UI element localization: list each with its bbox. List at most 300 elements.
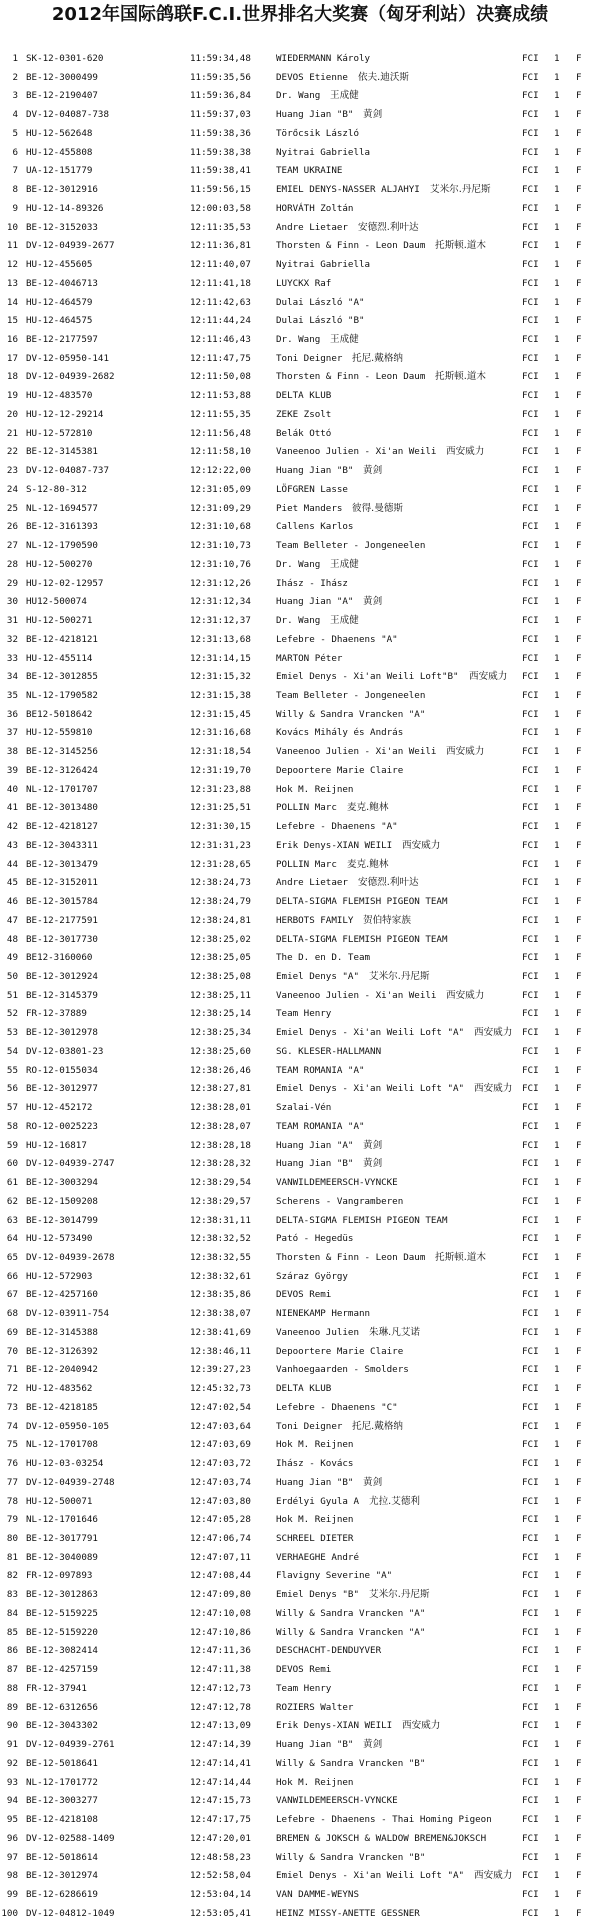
category-cell: FCI — [522, 1533, 539, 1545]
result-row — [0, 706, 600, 725]
points-cell: 1 — [554, 1570, 560, 1582]
category-cell: FCI — [522, 71, 539, 83]
ring-number-cell: BE-12-3043311 — [26, 839, 98, 851]
points-cell: 1 — [554, 1439, 560, 1451]
category-cell: FCI — [522, 1308, 539, 1320]
fancier-name-cell: Emiel Denys "B" — [276, 1589, 359, 1601]
flag-cell: F — [576, 1607, 582, 1619]
rank-cell: 32 — [6, 633, 18, 645]
rank-cell: 94 — [6, 1795, 18, 1807]
points-cell: 1 — [554, 465, 560, 477]
points-cell: 1 — [554, 165, 560, 177]
chinese-name-cell: 黄剑 — [363, 1476, 383, 1488]
category-cell: FCI — [522, 839, 539, 851]
rank-cell: 78 — [6, 1495, 18, 1507]
rank-cell: 93 — [6, 1776, 18, 1788]
chinese-name-cell: 艾米尔.丹尼斯 — [369, 1589, 430, 1601]
flag-cell: F — [576, 746, 582, 758]
ring-number-cell: BE-12-4218108 — [26, 1814, 98, 1826]
category-cell: FCI — [522, 558, 539, 570]
flag-cell: F — [576, 577, 582, 589]
rank-cell: 47 — [6, 914, 18, 926]
result-row — [0, 1062, 600, 1081]
fancier-name-cell: Emiel Denys "A" — [276, 970, 359, 982]
points-cell: 1 — [554, 1120, 560, 1132]
points-cell: 1 — [554, 596, 560, 608]
flag-cell: F — [576, 821, 582, 833]
rank-cell: 10 — [6, 221, 18, 233]
fancier-name-cell: Emiel Denys - Xi'an Weili Loft "A" — [276, 1083, 465, 1095]
chinese-name-cell: 艾米尔.丹尼斯 — [430, 184, 491, 196]
ring-number-cell: NL-12-1790582 — [26, 689, 98, 701]
arrival-time-cell: 12:38:26,46 — [190, 1064, 251, 1076]
rank-cell: 82 — [6, 1570, 18, 1582]
fancier-name-cell: Erdélyi Gyula A — [276, 1495, 359, 1507]
result-row — [0, 856, 600, 875]
category-cell: FCI — [522, 746, 539, 758]
chinese-name-cell: 依夫.迪沃斯 — [358, 71, 410, 83]
fancier-name-cell: DESCHACHT-DENDUYVER — [276, 1645, 382, 1657]
result-row — [0, 219, 600, 238]
fancier-name-cell: Huang Jian "B" — [276, 1476, 354, 1488]
result-row — [0, 1024, 600, 1043]
fancier-name-cell: Team Henry — [276, 1008, 332, 1020]
chinese-name-cell: 西安威力 — [474, 1870, 513, 1882]
result-row — [0, 837, 600, 856]
flag-cell: F — [576, 165, 582, 177]
arrival-time-cell: 12:31:09,29 — [190, 502, 251, 514]
result-row — [0, 256, 600, 275]
category-cell: FCI — [522, 1008, 539, 1020]
rank-cell: 29 — [6, 577, 18, 589]
result-row — [0, 799, 600, 818]
ring-number-cell: BE-12-3126424 — [26, 764, 98, 776]
fancier-name-cell: Nyitrai Gabriella — [276, 259, 371, 271]
fancier-name-cell: LÖFGREN Lasse — [276, 483, 348, 495]
fancier-name-cell: VANWILDEMEERSCH-VYNCKE — [276, 1177, 398, 1189]
arrival-time-cell: 11:59:35,56 — [190, 71, 251, 83]
result-row — [0, 1736, 600, 1755]
fancier-name-cell: BREMEN & JOKSCH & WALDOW BREMEN&JOKSCH — [276, 1832, 487, 1844]
chinese-name-cell: 尤拉.艾德利 — [369, 1495, 421, 1507]
category-cell: FCI — [522, 165, 539, 177]
ring-number-cell: BE12-3160060 — [26, 952, 93, 964]
flag-cell: F — [576, 1682, 582, 1694]
points-cell: 1 — [554, 1177, 560, 1189]
points-cell: 1 — [554, 652, 560, 664]
points-cell: 1 — [554, 708, 560, 720]
result-row — [0, 1193, 600, 1212]
arrival-time-cell: 12:11:36,81 — [190, 240, 251, 252]
result-row — [0, 1586, 600, 1605]
ring-number-cell: DV-12-04087-738 — [26, 109, 109, 121]
flag-cell: F — [576, 1907, 582, 1919]
flag-cell: F — [576, 521, 582, 533]
rank-cell: 64 — [6, 1233, 18, 1245]
category-cell: FCI — [522, 1383, 539, 1395]
category-cell: FCI — [522, 1795, 539, 1807]
ring-number-cell: FR-12-37941 — [26, 1682, 87, 1694]
rank-cell: 56 — [6, 1083, 18, 1095]
arrival-time-cell: 12:31:05,09 — [190, 483, 251, 495]
points-cell: 1 — [554, 371, 560, 383]
result-row — [0, 687, 600, 706]
flag-cell: F — [576, 296, 582, 308]
result-row — [0, 481, 600, 500]
category-cell: FCI — [522, 502, 539, 514]
points-cell: 1 — [554, 1345, 560, 1357]
ring-number-cell: DV-12-02588-1409 — [26, 1832, 115, 1844]
ring-number-cell: HU12-500074 — [26, 596, 87, 608]
ring-number-cell: NL-12-1701708 — [26, 1439, 98, 1451]
fancier-name-cell: Huang Jian "A" — [276, 1139, 354, 1151]
rank-cell: 53 — [6, 1027, 18, 1039]
flag-cell: F — [576, 1832, 582, 1844]
arrival-time-cell: 12:31:23,88 — [190, 783, 251, 795]
chinese-name-cell: 西安威力 — [402, 1720, 441, 1732]
arrival-time-cell: 12:47:07,11 — [190, 1551, 251, 1563]
result-row — [0, 1399, 600, 1418]
arrival-time-cell: 12:38:24,81 — [190, 914, 251, 926]
fancier-name-cell: Callens Karlos — [276, 521, 354, 533]
result-row — [0, 1699, 600, 1718]
points-cell: 1 — [554, 1533, 560, 1545]
fancier-name-cell: Kovács Mihály és András — [276, 727, 404, 739]
points-cell: 1 — [554, 240, 560, 252]
result-row — [0, 200, 600, 219]
rank-cell: 8 — [12, 184, 18, 196]
result-row — [0, 1380, 600, 1399]
rank-cell: 85 — [6, 1626, 18, 1638]
fancier-name-cell: Ihász - Ihász — [276, 577, 348, 589]
flag-cell: F — [576, 727, 582, 739]
points-cell: 1 — [554, 1064, 560, 1076]
category-cell: FCI — [522, 952, 539, 964]
fancier-name-cell: Emiel Denys - Xi'an Weili Loft"B" — [276, 671, 459, 683]
fancier-name-cell: Huang Jian "A" — [276, 596, 354, 608]
ring-number-cell: HU-12-573490 — [26, 1233, 93, 1245]
rank-cell: 67 — [6, 1289, 18, 1301]
arrival-time-cell: 12:11:40,07 — [190, 259, 251, 271]
flag-cell: F — [576, 914, 582, 926]
category-cell: FCI — [522, 1720, 539, 1732]
arrival-time-cell: 12:31:14,15 — [190, 652, 251, 664]
flag-cell: F — [576, 1233, 582, 1245]
chinese-name-cell: 王成健 — [330, 558, 359, 570]
fancier-name-cell: Lefebre - Dhaenens "A" — [276, 633, 398, 645]
chinese-name-cell: 黄剑 — [363, 596, 383, 608]
result-row — [0, 425, 600, 444]
arrival-time-cell: 12:38:31,11 — [190, 1214, 251, 1226]
category-cell: FCI — [522, 1120, 539, 1132]
ring-number-cell: BE-12-3000499 — [26, 71, 98, 83]
ring-number-cell: BE-12-4257160 — [26, 1289, 98, 1301]
rank-cell: 23 — [6, 465, 18, 477]
points-cell: 1 — [554, 1326, 560, 1338]
rank-cell: 54 — [6, 1045, 18, 1057]
points-cell: 1 — [554, 127, 560, 139]
result-row — [0, 87, 600, 106]
result-row — [0, 1174, 600, 1193]
result-row — [0, 556, 600, 575]
ring-number-cell: BE-12-3017730 — [26, 933, 98, 945]
flag-cell: F — [576, 933, 582, 945]
result-row — [0, 874, 600, 893]
points-cell: 1 — [554, 427, 560, 439]
result-row — [0, 1830, 600, 1849]
flag-cell: F — [576, 259, 582, 271]
category-cell: FCI — [522, 540, 539, 552]
ring-number-cell: HU-12-03-03254 — [26, 1458, 104, 1470]
result-row — [0, 593, 600, 612]
rank-cell: 62 — [6, 1195, 18, 1207]
result-row — [0, 106, 600, 125]
points-cell: 1 — [554, 914, 560, 926]
points-cell: 1 — [554, 540, 560, 552]
ring-number-cell: BE-12-3012855 — [26, 671, 98, 683]
result-row — [0, 1230, 600, 1249]
result-row — [0, 1080, 600, 1099]
rank-cell: 81 — [6, 1551, 18, 1563]
ring-number-cell: BE-12-2177591 — [26, 914, 98, 926]
result-row — [0, 724, 600, 743]
arrival-time-cell: 12:52:58,04 — [190, 1870, 251, 1882]
points-cell: 1 — [554, 1495, 560, 1507]
flag-cell: F — [576, 408, 582, 420]
result-row — [0, 1717, 600, 1736]
flag-cell: F — [576, 1570, 582, 1582]
points-cell: 1 — [554, 858, 560, 870]
arrival-time-cell: 12:47:03,69 — [190, 1439, 251, 1451]
rank-cell: 3 — [12, 90, 18, 102]
arrival-time-cell: 12:38:24,73 — [190, 877, 251, 889]
result-row — [0, 518, 600, 537]
flag-cell: F — [576, 1083, 582, 1095]
arrival-time-cell: 12:31:15,45 — [190, 708, 251, 720]
ring-number-cell: BE-12-5018614 — [26, 1851, 98, 1863]
fancier-name-cell: Huang Jian "B" — [276, 1158, 354, 1170]
result-row — [0, 1436, 600, 1455]
points-cell: 1 — [554, 1102, 560, 1114]
result-row — [0, 312, 600, 331]
rank-cell: 84 — [6, 1607, 18, 1619]
category-cell: FCI — [522, 577, 539, 589]
ring-number-cell: HU-12-12-29214 — [26, 408, 104, 420]
rank-cell: 89 — [6, 1701, 18, 1713]
category-cell: FCI — [522, 390, 539, 402]
category-cell: FCI — [522, 146, 539, 158]
ring-number-cell: BE-12-4218185 — [26, 1401, 98, 1413]
arrival-time-cell: 11:59:38,41 — [190, 165, 251, 177]
arrival-time-cell: 11:59:56,15 — [190, 184, 251, 196]
result-row — [0, 1867, 600, 1886]
category-cell: FCI — [522, 1514, 539, 1526]
fancier-name-cell: Erik Denys-XIAN WEILI — [276, 1720, 393, 1732]
result-row — [0, 1212, 600, 1231]
arrival-time-cell: 12:38:41,69 — [190, 1326, 251, 1338]
arrival-time-cell: 12:11:47,75 — [190, 352, 251, 364]
result-row — [0, 500, 600, 519]
arrival-time-cell: 12:38:25,11 — [190, 989, 251, 1001]
arrival-time-cell: 12:31:15,32 — [190, 671, 251, 683]
ring-number-cell: BE-12-4218121 — [26, 633, 98, 645]
points-cell: 1 — [554, 259, 560, 271]
fancier-name-cell: Andre Lietaer — [276, 221, 348, 233]
rank-cell: 66 — [6, 1270, 18, 1282]
arrival-time-cell: 12:47:06,74 — [190, 1533, 251, 1545]
category-cell: FCI — [522, 989, 539, 1001]
rank-cell: 14 — [6, 296, 18, 308]
category-cell: FCI — [522, 202, 539, 214]
arrival-time-cell: 12:38:28,18 — [190, 1139, 251, 1151]
rank-cell: 79 — [6, 1514, 18, 1526]
flag-cell: F — [576, 1252, 582, 1263]
arrival-time-cell: 12:38:29,54 — [190, 1177, 251, 1189]
result-row — [0, 181, 600, 200]
arrival-time-cell: 12:47:14,44 — [190, 1776, 251, 1788]
points-cell: 1 — [554, 1907, 560, 1919]
category-cell: FCI — [522, 1495, 539, 1507]
category-cell: FCI — [522, 1701, 539, 1713]
flag-cell: F — [576, 483, 582, 495]
arrival-time-cell: 12:38:25,14 — [190, 1008, 251, 1020]
fancier-name-cell: Hok M. Reijnen — [276, 1439, 354, 1451]
fancier-name-cell: SG. KLESER-HALLMANN — [276, 1045, 382, 1057]
ring-number-cell: BE12-5018642 — [26, 708, 93, 720]
result-row — [0, 50, 600, 69]
category-cell: FCI — [522, 896, 539, 908]
chinese-name-cell: 王成健 — [330, 90, 359, 102]
arrival-time-cell: 12:31:30,15 — [190, 821, 251, 833]
ring-number-cell: DV-12-03801-23 — [26, 1045, 104, 1057]
fancier-name-cell: DELTA-SIGMA FLEMISH PIGEON TEAM — [276, 933, 448, 945]
arrival-time-cell: 12:38:32,55 — [190, 1252, 251, 1263]
arrival-time-cell: 12:11:55,35 — [190, 408, 251, 420]
category-cell: FCI — [522, 1420, 539, 1432]
rank-cell: 75 — [6, 1439, 18, 1451]
arrival-time-cell: 12:47:03,64 — [190, 1420, 251, 1432]
category-cell: FCI — [522, 1289, 539, 1301]
rank-cell: 48 — [6, 933, 18, 945]
flag-cell: F — [576, 558, 582, 570]
arrival-time-cell: 12:45:32,73 — [190, 1383, 251, 1395]
ring-number-cell: FR-12-097893 — [26, 1570, 93, 1582]
result-row — [0, 294, 600, 313]
category-cell: FCI — [522, 1907, 539, 1919]
rank-cell: 30 — [6, 596, 18, 608]
category-cell: FCI — [522, 315, 539, 327]
result-row — [0, 668, 600, 687]
flag-cell: F — [576, 952, 582, 964]
category-cell: FCI — [522, 1551, 539, 1563]
flag-cell: F — [576, 708, 582, 720]
ring-number-cell: DV-12-04939-2682 — [26, 371, 115, 383]
ring-number-cell: BE-12-3017791 — [26, 1533, 98, 1545]
arrival-time-cell: 12:31:12,26 — [190, 577, 251, 589]
rank-cell: 35 — [6, 689, 18, 701]
ring-number-cell: BE-12-3012863 — [26, 1589, 98, 1601]
points-cell: 1 — [554, 727, 560, 739]
fancier-name-cell: Willy & Sandra Vrancken "B" — [276, 1851, 426, 1863]
points-cell: 1 — [554, 896, 560, 908]
fancier-name-cell: Erik Denys-XIAN WEILI — [276, 839, 393, 851]
arrival-time-cell: 12:31:19,70 — [190, 764, 251, 776]
ring-number-cell: BE-12-1509208 — [26, 1195, 98, 1207]
arrival-time-cell: 12:11:46,43 — [190, 334, 251, 346]
chinese-name-cell: 托斯顿.道木 — [435, 240, 487, 252]
category-cell: FCI — [522, 689, 539, 701]
flag-cell: F — [576, 1383, 582, 1395]
category-cell: FCI — [522, 933, 539, 945]
ring-number-cell: DV-12-04939-2748 — [26, 1476, 115, 1488]
result-row — [0, 406, 600, 425]
fancier-name-cell: Team Belleter - Jongeneelen — [276, 689, 426, 701]
result-row — [0, 893, 600, 912]
ring-number-cell: HU-12-14-89326 — [26, 202, 104, 214]
rank-cell: 31 — [6, 615, 18, 627]
category-cell: FCI — [522, 90, 539, 102]
fancier-name-cell: Dulai László "A" — [276, 296, 365, 308]
fancier-name-cell: HORVÁTH Zoltán — [276, 202, 354, 214]
ring-number-cell: BE-12-3003277 — [26, 1795, 98, 1807]
arrival-time-cell: 12:47:03,74 — [190, 1476, 251, 1488]
category-cell: FCI — [522, 521, 539, 533]
fancier-name-cell: Hok M. Reijnen — [276, 783, 354, 795]
arrival-time-cell: 12:31:12,37 — [190, 615, 251, 627]
fancier-name-cell: HEINZ MISSY-ANETTE GESSNER — [276, 1907, 420, 1919]
result-row — [0, 1886, 600, 1905]
fancier-name-cell: TEAM ROMANIA "A" — [276, 1120, 365, 1132]
fancier-name-cell: Flavigny Severine "A" — [276, 1570, 393, 1582]
fancier-name-cell: Toni Deigner — [276, 352, 343, 364]
chinese-name-cell: 王成健 — [330, 615, 359, 627]
fancier-name-cell: Vaneenoo Julien - Xi'an Weili — [276, 746, 437, 758]
result-row — [0, 1455, 600, 1474]
ring-number-cell: HU-12-452172 — [26, 1102, 93, 1114]
ring-number-cell: HU-12-455808 — [26, 146, 93, 158]
points-cell: 1 — [554, 1888, 560, 1900]
arrival-time-cell: 12:47:05,28 — [190, 1514, 251, 1526]
fancier-name-cell: Thorsten & Finn - Leon Daum — [276, 371, 426, 383]
chinese-name-cell: 黄剑 — [363, 465, 383, 477]
arrival-time-cell: 12:31:15,38 — [190, 689, 251, 701]
points-cell: 1 — [554, 1757, 560, 1769]
points-cell: 1 — [554, 1008, 560, 1020]
ring-number-cell: HU-12-572810 — [26, 427, 93, 439]
points-cell: 1 — [554, 109, 560, 121]
chinese-name-cell: 黄剑 — [363, 109, 383, 121]
category-cell: FCI — [522, 1045, 539, 1057]
points-cell: 1 — [554, 1045, 560, 1057]
flag-cell: F — [576, 71, 582, 83]
flag-cell: F — [576, 1551, 582, 1563]
flag-cell: F — [576, 334, 582, 346]
points-cell: 1 — [554, 1870, 560, 1882]
ring-number-cell: S-12-80-312 — [26, 483, 87, 495]
chinese-name-cell: 西安威力 — [474, 1083, 513, 1095]
points-cell: 1 — [554, 221, 560, 233]
flag-cell: F — [576, 427, 582, 439]
fancier-name-cell: The D. en D. Team — [276, 952, 371, 964]
chinese-name-cell: 西安威力 — [469, 671, 508, 683]
fancier-name-cell: Huang Jian "B" — [276, 109, 354, 121]
rank-cell: 74 — [6, 1420, 18, 1432]
fancier-name-cell: Team Belleter - Jongeneelen — [276, 540, 426, 552]
flag-cell: F — [576, 1345, 582, 1357]
points-cell: 1 — [554, 1476, 560, 1488]
points-cell: 1 — [554, 615, 560, 627]
fancier-name-cell: EMIEL DENYS-NASSER ALJAHYI — [276, 184, 420, 196]
